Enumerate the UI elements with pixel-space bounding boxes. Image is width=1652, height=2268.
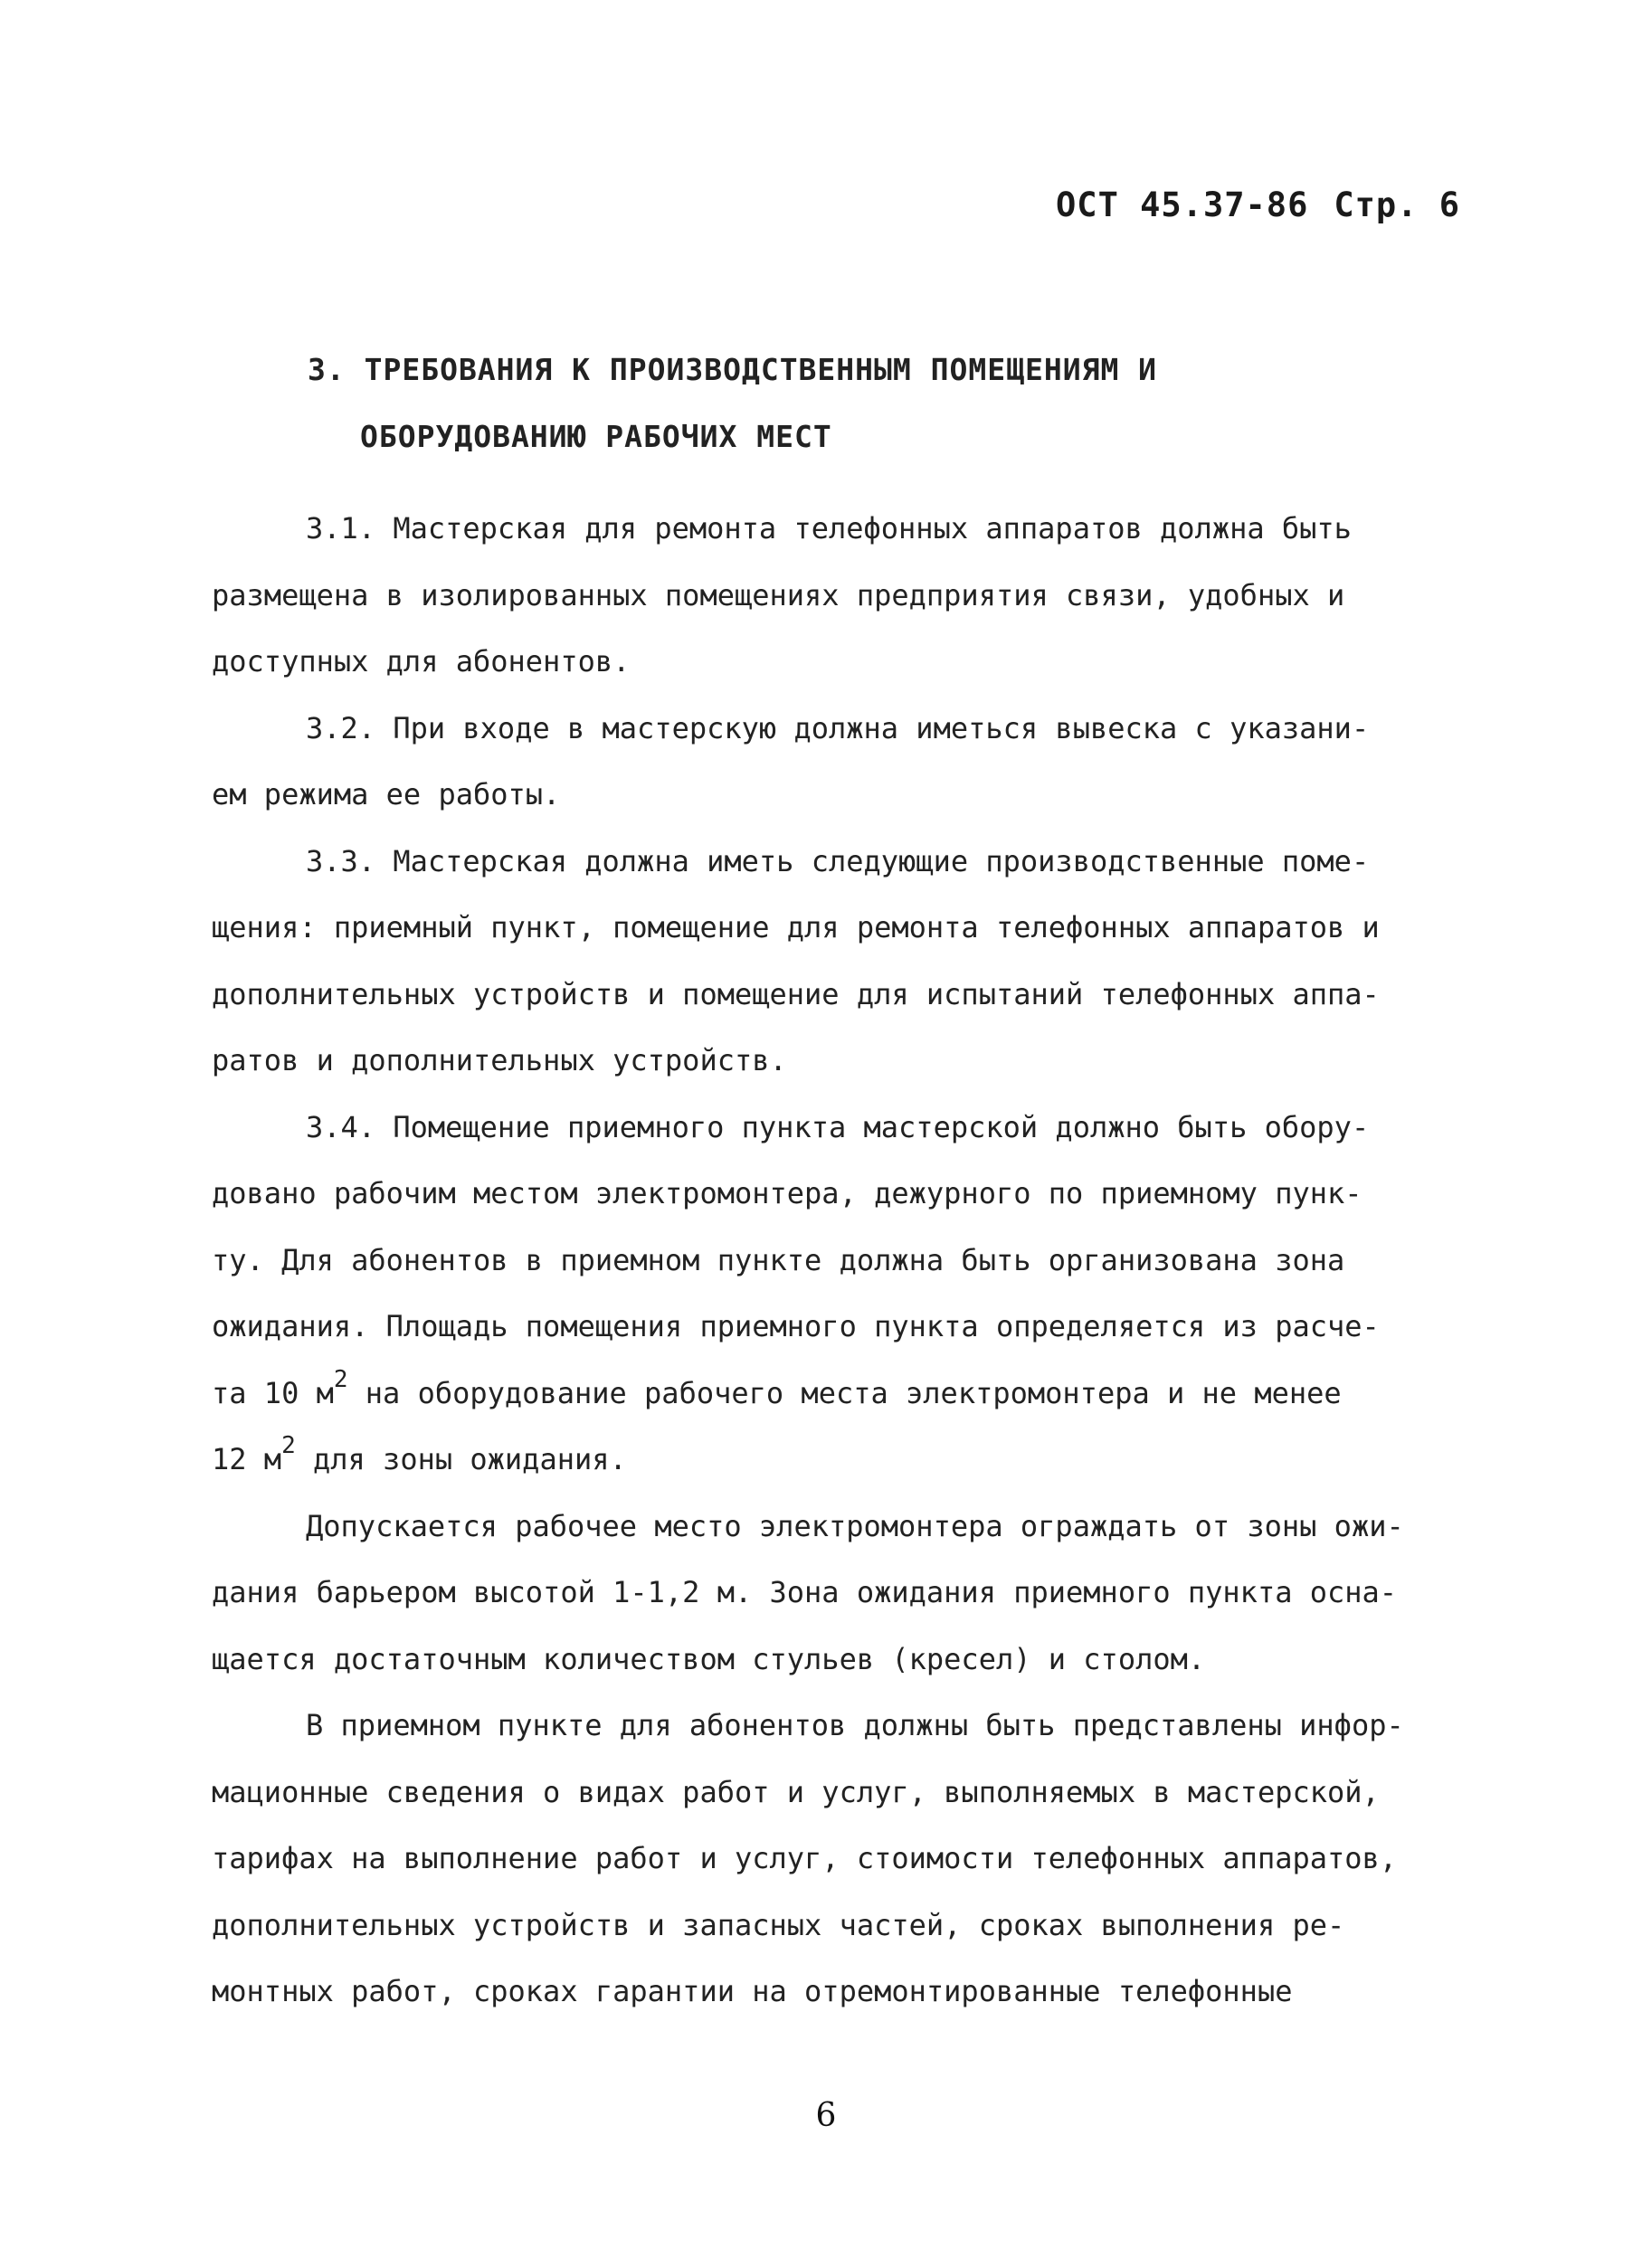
text-fragment: та 10 м <box>212 1375 334 1410</box>
text-line: дополнительных устройств и помещение для испытаний телефонных аппа- <box>212 976 1380 1011</box>
text-line: дополнительных устройств и запасных частей, сроках выполнения ре- <box>212 1907 1345 1942</box>
text-line <box>212 1361 1542 1428</box>
text-line: мационные сведения о видах работ и услуг, выполняемых в мастерской, <box>212 1774 1380 1809</box>
text-line: 3.3. Мастерская должна иметь следующие производственные поме- <box>306 843 1370 878</box>
text-line: размещена в изолированных помещениях предприятия связи, удобных и <box>212 577 1345 612</box>
text-line: монтных работ, сроках гарантии на отремонтированные телефонные <box>212 1974 1293 2008</box>
text-fragment: для зоны ожидания. <box>312 1442 627 1476</box>
page-number: 6 <box>815 2097 837 2134</box>
text-line: Допускается рабочее место электромонтера ограждать от зоны ожи- <box>306 1508 1404 1543</box>
text-fragment: 12 м <box>212 1442 282 1476</box>
page-label: Стр. 6 <box>1334 185 1460 224</box>
text-line: доступных для абонентов. <box>212 644 631 679</box>
section-title-line-2: ОБОРУДОВАНИЮ РАБОЧИХ МЕСТ <box>360 419 832 454</box>
paragraph-info <box>212 1693 1542 2026</box>
paragraph-3-1 <box>212 496 1542 696</box>
paragraph-3-3 <box>212 829 1542 1095</box>
paragraph-3-2 <box>212 696 1542 829</box>
exponent: 2 <box>333 1365 348 1393</box>
text-line: щается достаточным количеством стульев (кресел) и столом. <box>212 1641 1206 1676</box>
standard-number: ОСТ 45.37-86 <box>1056 185 1309 224</box>
paragraph-3-4 <box>212 1095 1542 1494</box>
text-line <box>212 1427 1542 1494</box>
text-line: 3.4. Помещение приемного пункта мастерской должно быть обору- <box>306 1109 1370 1144</box>
text-line: тарифах на выполнение работ и услуг, стоимости телефонных аппаратов, <box>212 1841 1398 1875</box>
text-line: ратов и дополнительных устройств. <box>212 1043 787 1077</box>
text-line: В приемном пункте для абонентов должны быть представлены инфор- <box>306 1708 1404 1742</box>
text-line: щения: приемный пункт, помещение для ремонта телефонных аппаратов и <box>212 910 1380 944</box>
text-line: довано рабочим местом электромонтера, дежурного по приемному пунк- <box>212 1176 1362 1210</box>
text-line: ту. Для абонентов в приемном пункте должна быть организована зона <box>212 1242 1345 1277</box>
text-line: 3.2. При входе в мастерскую должна иметься вывеска с указани- <box>306 710 1370 745</box>
page-header <box>1056 185 1460 224</box>
exponent: 2 <box>281 1432 296 1460</box>
text-line: 3.1. Мастерская для ремонта телефонных аппаратов должна быть <box>306 511 1352 546</box>
section-title <box>308 337 1484 470</box>
text-fragment: на оборудование рабочего места электромонтера и не менее <box>365 1375 1342 1410</box>
text-line: ожидания. Площадь помещения приемного пункта определяется из расче- <box>212 1309 1380 1343</box>
text-line: ем режима ее работы. <box>212 777 561 811</box>
body-text <box>212 496 1542 2026</box>
section-title-line-1: 3. ТРЕБОВАНИЯ К ПРОИЗВОДСТВЕННЫМ ПОМЕЩЕНИЯМ И <box>308 352 1158 387</box>
text-line: дания барьером высотой 1-1,2 м. Зона ожидания приемного пункта осна- <box>212 1575 1398 1609</box>
paragraph-allowed <box>212 1494 1542 1694</box>
